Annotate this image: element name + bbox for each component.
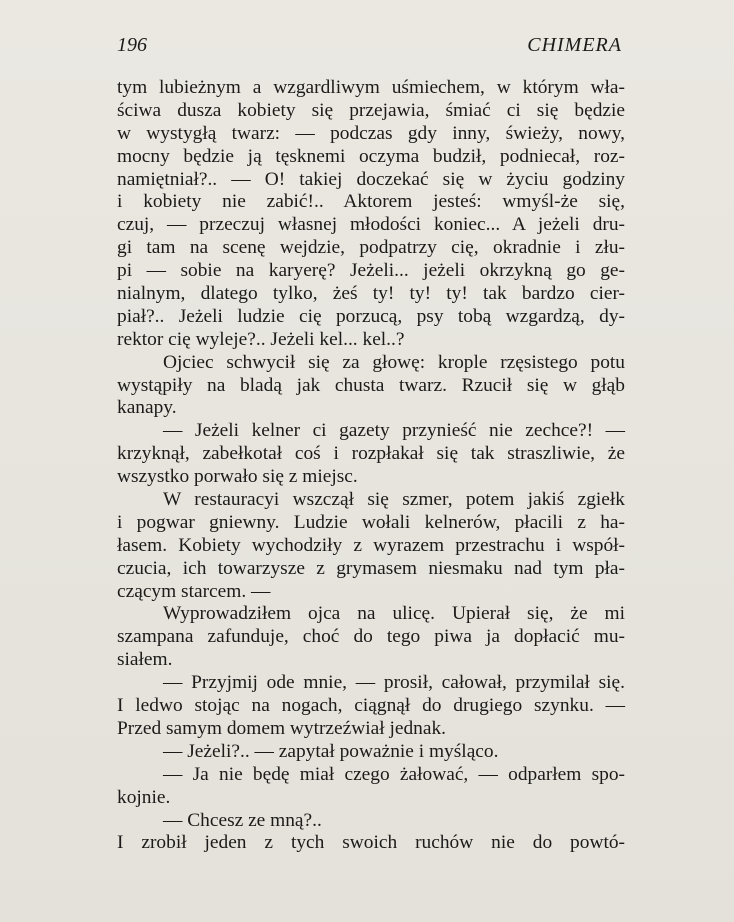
text-line: czucia, ich towarzysze z grymasem niesmaku nad tym pła-	[117, 557, 625, 579]
text-line: piał?.. Jeżeli ludzie cię porzucą, psy tobą wzgardzą, dy-	[117, 305, 625, 327]
text-line: siałem.	[117, 649, 173, 671]
text-line: i pogwar gniewny. Ludzie wołali kelnerów, płacili z ha-	[117, 511, 625, 533]
text-line: Wyprowadziłem ojca na ulicę. Upierał się, że mi	[163, 603, 625, 625]
text-line: nialnym, dlatego tylko, żeś ty! ty! ty! tak bardzo cier-	[117, 283, 625, 305]
text-line: czącym starcem. —	[117, 580, 271, 602]
text-line: pi — sobie na karyerę? Jeżeli... jeżeli okrzykną go ge-	[117, 260, 625, 282]
text-line: — Jeżeli kelner ci gazety przynieść nie zechce?! —	[163, 420, 625, 442]
text-line: i kobiety nie zabić!.. Aktorem jesteś: wmyśl-że się,	[117, 191, 625, 213]
text-line: rektor cię wyleje?.. Jeżeli kel... kel..?	[117, 328, 405, 350]
text-line: wszystko porwało się z miejsc.	[117, 466, 358, 488]
text-line: wystąpiły na bladą jak chusta twarz. Rzucił się w głąb	[117, 374, 625, 396]
text-line: łasem. Kobiety wychodziły z wyrazem przestrachu i współ-	[117, 534, 625, 556]
text-line: tym lubieżnym a wzgardliwym uśmiechem, w którym wła-	[117, 77, 625, 98]
running-header	[117, 34, 622, 62]
text-line: Ojciec schwycił się za głowę: krople rzęsistego potu	[163, 351, 625, 373]
text-line: W restauracyi wszczął się szmer, potem jakiś zgiełk	[163, 489, 625, 511]
text-line: kojnie.	[117, 786, 171, 808]
text-line: I zrobił jeden z tych swoich ruchów nie do powtó-	[117, 832, 625, 854]
text-line: czuj, — przeczuj własnej młodości koniec... A jeżeli dru-	[117, 214, 625, 236]
text-line: mocny będzie ją tęsknemi oczyma budził, podniecał, roz-	[117, 145, 625, 167]
text-line: ściwa dusza kobiety się przejawia, śmiać ci się będzie	[117, 99, 625, 121]
text-line: — Przyjmij ode mnie, — prosił, całował, przymilał się.	[163, 672, 625, 694]
page-body-text	[117, 77, 625, 855]
text-line: krzyknął, zabełkotał coś i rozpłakał się tak straszliwie, że	[117, 443, 625, 465]
text-line: — Chcesz ze mną?..	[163, 809, 322, 831]
text-line: szampana zafunduje, choć do tego piwa ja dopłacić mu-	[117, 626, 625, 648]
text-line: — Ja nie będę miał czego żałować, — odparłem spo-	[163, 763, 625, 785]
text-line: gi tam na scenę wejdzie, podpatrzy cię, okradnie i złu-	[117, 237, 625, 259]
text-line: Przed samym domem wytrzeźwiał jednak.	[117, 717, 446, 739]
text-line: kanapy.	[117, 397, 177, 419]
running-title: CHIMERA	[527, 34, 622, 56]
text-line: I ledwo stojąc na nogach, ciągnął do drugiego szynku. —	[117, 695, 625, 717]
text-line: — Jeżeli?.. — zapytał poważnie i myśląco.	[163, 740, 499, 762]
text-line: w wystygłą twarz: — podczas gdy inny, świeży, nowy,	[117, 122, 625, 144]
text-line: namiętniał?.. — O! takiej doczekać się w życiu godziny	[117, 168, 625, 190]
page-number: 196	[117, 34, 147, 56]
